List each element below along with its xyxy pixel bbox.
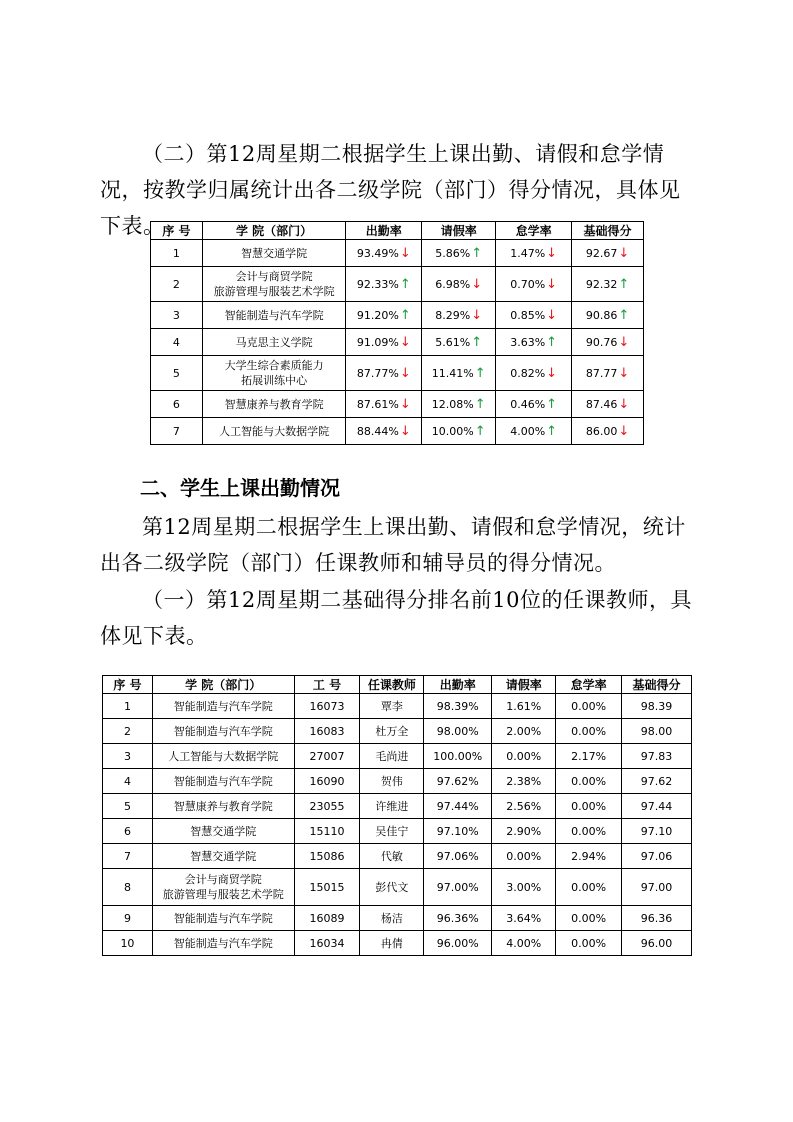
truancy-rate: 0.00%: [556, 769, 622, 794]
leave-rate-value: 10.00%: [431, 424, 474, 438]
attendance-rate-value: 92.33%: [356, 277, 399, 291]
leave-rate-value: 5.86%: [435, 246, 471, 260]
base-score: 97.44: [622, 794, 692, 819]
base-score: 96.36: [622, 906, 692, 931]
college-name-line: 智能制造与汽车学院: [173, 724, 273, 738]
rank-cell: 1: [151, 240, 203, 267]
rank-cell: 7: [103, 844, 153, 869]
base-score-value: 92.67: [585, 246, 618, 260]
rank-cell: 5: [151, 356, 203, 391]
attendance-rate-value: 91.09%: [356, 335, 399, 349]
teacher-name-cell: 杨洁: [360, 906, 424, 931]
attendance-rate-value: 93.49%: [356, 246, 399, 260]
teacher-intro-paragraph: （一）第12周星期二基础得分排名前10位的任课教师，具体见下表。: [100, 588, 692, 648]
truancy-rate: 0.00%: [556, 719, 622, 744]
attendance-rate-value: 87.77%: [356, 366, 399, 380]
leave-rate-value: 8.29%: [435, 308, 471, 322]
college-cell: [152, 906, 294, 931]
section-heading: 二、学生上课出勤情况: [140, 476, 340, 500]
intro-paragraph: （二）第12周星期二根据学生上课出勤、请假和怠学情况，按教学归属统计出各二级学院（部门）得分情况，具体见下表。: [100, 142, 681, 238]
truancy-rate-value: 4.00%: [510, 424, 546, 438]
college-name-line: 会计与商贸学院: [235, 270, 313, 283]
attendance-rate: [346, 267, 422, 302]
college-cell: [202, 418, 346, 445]
table-row: [103, 931, 692, 956]
truancy-rate: [496, 418, 572, 445]
rank-cell: 1: [103, 694, 153, 719]
leave-rate: 2.90%: [492, 819, 556, 844]
table-row: [151, 240, 644, 267]
leave-rate-value: 12.08%: [431, 397, 474, 411]
attendance-rate: [346, 356, 422, 391]
base-score: 97.06: [622, 844, 692, 869]
column-header: 学 院（部门）: [152, 676, 294, 694]
table-row: [151, 329, 644, 356]
table-row: [103, 719, 692, 744]
teacher-name-cell: 代敏: [360, 844, 424, 869]
base-score-value: 92.32: [585, 277, 618, 291]
table-row: [103, 744, 692, 769]
leave-rate: 4.00%: [492, 931, 556, 956]
teacher-name-cell: 贺伟: [360, 769, 424, 794]
leave-rate: [422, 240, 496, 267]
rank-cell: 3: [151, 302, 203, 329]
college-name-line: 旅游管理与服装艺术学院: [162, 888, 284, 901]
truancy-rate: [496, 240, 572, 267]
leave-rate: 2.56%: [492, 794, 556, 819]
attendance-rate: 97.44%: [424, 794, 492, 819]
college-cell: [152, 794, 294, 819]
arrow-up-icon: ↑: [471, 245, 483, 261]
arrow-up-icon: ↑: [474, 396, 486, 412]
truancy-rate: 0.00%: [556, 819, 622, 844]
college-name-line: 智慧交通学院: [190, 849, 257, 863]
leave-rate: [422, 356, 496, 391]
table-row: [103, 769, 692, 794]
base-score: 97.83: [622, 744, 692, 769]
college-name-line: 智能制造与汽车学院: [173, 774, 273, 788]
truancy-rate-value: 0.82%: [510, 366, 546, 380]
staff-id-cell: 16073: [294, 694, 360, 719]
arrow-up-icon: ↑: [618, 307, 630, 323]
arrow-up-icon: ↑: [399, 307, 411, 323]
arrow-up-icon: ↑: [546, 423, 558, 439]
base-score: [572, 418, 644, 445]
college-cell: [152, 931, 294, 956]
staff-id-cell: 23055: [294, 794, 360, 819]
base-score-value: 86.00: [585, 424, 618, 438]
college-name-line: 智能制造与汽车学院: [173, 699, 273, 713]
attendance-rate: [346, 391, 422, 418]
base-score: 98.00: [622, 719, 692, 744]
column-header: 工 号: [294, 676, 360, 694]
college-name-line: 人工智能与大数据学院: [168, 749, 279, 763]
rank-cell: 2: [103, 719, 153, 744]
teacher-name-cell: 毛尚进: [360, 744, 424, 769]
college-name-line: 人工智能与大数据学院: [219, 424, 330, 438]
attendance-rate: [346, 418, 422, 445]
leave-rate: [422, 302, 496, 329]
teacher-name-cell: 许维进: [360, 794, 424, 819]
teacher-name-cell: 杜万全: [360, 719, 424, 744]
truancy-rate: 2.94%: [556, 844, 622, 869]
attendance-rate: 97.10%: [424, 819, 492, 844]
attendance-rate: 98.00%: [424, 719, 492, 744]
teacher-ranking-table: [102, 675, 692, 956]
table-row: [103, 906, 692, 931]
rank-cell: 3: [103, 744, 153, 769]
arrow-down-icon: ↓: [618, 245, 630, 261]
rank-cell: 2: [151, 267, 203, 302]
truancy-rate: 0.00%: [556, 869, 622, 906]
column-header: 出勤率: [346, 222, 422, 240]
staff-id-cell: 15015: [294, 869, 360, 906]
attendance-rate: 100.00%: [424, 744, 492, 769]
college-cell: [152, 694, 294, 719]
table-row: [151, 302, 644, 329]
truancy-rate: [496, 329, 572, 356]
base-score: [572, 240, 644, 267]
table-row: [103, 869, 692, 906]
college-cell: [152, 819, 294, 844]
attendance-rate: 96.36%: [424, 906, 492, 931]
staff-id-cell: 15086: [294, 844, 360, 869]
college-cell: [152, 719, 294, 744]
arrow-up-icon: ↑: [474, 423, 486, 439]
column-header: 请假率: [422, 222, 496, 240]
truancy-rate: [496, 302, 572, 329]
truancy-rate: [496, 391, 572, 418]
base-score: [572, 356, 644, 391]
truancy-rate: [496, 267, 572, 302]
college-score-table: [150, 221, 644, 445]
truancy-rate-value: 1.47%: [510, 246, 546, 260]
college-name-line: 智能制造与汽车学院: [224, 308, 324, 322]
college-name-line: 马克思主义学院: [235, 335, 313, 349]
staff-id-cell: 15110: [294, 819, 360, 844]
leave-rate: 0.00%: [492, 844, 556, 869]
leave-rate: [422, 329, 496, 356]
arrow-up-icon: ↑: [546, 396, 558, 412]
table-header-row: [103, 676, 692, 694]
column-header: 基础得分: [572, 222, 644, 240]
arrow-down-icon: ↓: [546, 365, 558, 381]
staff-id-cell: 27007: [294, 744, 360, 769]
leave-rate: 1.61%: [492, 694, 556, 719]
attendance-rate: [346, 240, 422, 267]
table-row: [103, 694, 692, 719]
arrow-down-icon: ↓: [399, 334, 411, 350]
college-cell: [202, 240, 346, 267]
truancy-rate: 2.17%: [556, 744, 622, 769]
truancy-rate: 0.00%: [556, 794, 622, 819]
leave-rate-value: 5.61%: [435, 335, 471, 349]
truancy-rate-value: 0.46%: [510, 397, 546, 411]
rank-cell: 4: [103, 769, 153, 794]
rank-cell: 8: [103, 869, 153, 906]
rank-cell: 7: [151, 418, 203, 445]
arrow-down-icon: ↓: [618, 334, 630, 350]
leave-rate-value: 11.41%: [431, 366, 474, 380]
college-cell: [152, 744, 294, 769]
arrow-up-icon: ↑: [474, 365, 486, 381]
base-score-value: 90.86: [585, 308, 618, 322]
rank-cell: 10: [103, 931, 153, 956]
leave-rate: 2.00%: [492, 719, 556, 744]
table-row: [151, 418, 644, 445]
college-name-line: 大学生综合素质能力: [224, 359, 324, 372]
arrow-down-icon: ↓: [618, 365, 630, 381]
arrow-up-icon: ↑: [399, 276, 411, 292]
leave-rate: [422, 418, 496, 445]
college-cell: [202, 302, 346, 329]
truancy-rate: 0.00%: [556, 906, 622, 931]
college-name-line: 智慧康养与教育学院: [224, 397, 324, 411]
table-row: [151, 356, 644, 391]
base-score-value: 87.77: [585, 366, 618, 380]
rank-cell: 6: [151, 391, 203, 418]
college-cell: [202, 391, 346, 418]
column-header: 学 院（部门）: [202, 222, 346, 240]
base-score: [572, 267, 644, 302]
table-row: [151, 267, 644, 302]
college-cell: [202, 267, 346, 302]
table-row: [151, 391, 644, 418]
table-header-row: [151, 222, 644, 240]
rank-cell: 4: [151, 329, 203, 356]
college-name-line: 拓展训练中心: [241, 374, 308, 387]
truancy-rate: [496, 356, 572, 391]
base-score-value: 90.76: [585, 335, 618, 349]
base-score: [572, 391, 644, 418]
staff-id-cell: 16089: [294, 906, 360, 931]
staff-id-cell: 16083: [294, 719, 360, 744]
college-name-line: 智慧康养与教育学院: [173, 799, 273, 813]
college-name-line: 会计与商贸学院: [184, 873, 262, 886]
table-row: [103, 794, 692, 819]
leave-rate-value: 6.98%: [435, 277, 471, 291]
leave-rate: [422, 391, 496, 418]
staff-id-cell: 16090: [294, 769, 360, 794]
base-score: 97.00: [622, 869, 692, 906]
college-cell: [152, 844, 294, 869]
column-header: 序 号: [151, 222, 203, 240]
truancy-rate: 0.00%: [556, 694, 622, 719]
leave-rate: [422, 267, 496, 302]
column-header: 怠学率: [496, 222, 572, 240]
truancy-rate: 0.00%: [556, 931, 622, 956]
column-header: 怠学率: [556, 676, 622, 694]
rank-cell: 6: [103, 819, 153, 844]
teacher-name-cell: 吴佳宁: [360, 819, 424, 844]
column-header: 出勤率: [424, 676, 492, 694]
column-header: 基础得分: [622, 676, 692, 694]
base-score: 96.00: [622, 931, 692, 956]
staff-id-cell: 16034: [294, 931, 360, 956]
leave-rate: 0.00%: [492, 744, 556, 769]
arrow-up-icon: ↑: [471, 334, 483, 350]
teacher-name-cell: 冉倩: [360, 931, 424, 956]
column-header: 序 号: [103, 676, 153, 694]
leave-rate: 2.38%: [492, 769, 556, 794]
arrow-down-icon: ↓: [546, 307, 558, 323]
attendance-rate: 97.00%: [424, 869, 492, 906]
college-name-line: 智能制造与汽车学院: [173, 936, 273, 950]
table-row: [103, 844, 692, 869]
attendance-rate: 98.39%: [424, 694, 492, 719]
rank-cell: 9: [103, 906, 153, 931]
college-name-line: 智慧交通学院: [241, 246, 308, 260]
college-cell: [202, 356, 346, 391]
arrow-down-icon: ↓: [399, 365, 411, 381]
arrow-down-icon: ↓: [399, 423, 411, 439]
arrow-down-icon: ↓: [618, 396, 630, 412]
arrow-down-icon: ↓: [471, 307, 483, 323]
arrow-down-icon: ↓: [471, 276, 483, 292]
rank-cell: 5: [103, 794, 153, 819]
truancy-rate-value: 3.63%: [510, 335, 546, 349]
college-name-line: 智慧交通学院: [190, 824, 257, 838]
attendance-rate: 97.06%: [424, 844, 492, 869]
column-header: 请假率: [492, 676, 556, 694]
base-score-value: 87.46: [585, 397, 618, 411]
column-header: 任课教师: [360, 676, 424, 694]
leave-rate: 3.00%: [492, 869, 556, 906]
truancy-rate-value: 0.85%: [510, 308, 546, 322]
teacher-name-cell: 彭代文: [360, 869, 424, 906]
arrow-down-icon: ↓: [399, 396, 411, 412]
leave-rate: 3.64%: [492, 906, 556, 931]
table-row: [103, 819, 692, 844]
attendance-rate-value: 87.61%: [356, 397, 399, 411]
section-paragraph: 第12周星期二根据学生上课出勤、请假和怠学情况，统计出各二级学院（部门）任课教师和辅导员的得分情况。: [100, 515, 686, 575]
base-score: 98.39: [622, 694, 692, 719]
base-score: [572, 302, 644, 329]
truancy-rate-value: 0.70%: [510, 277, 546, 291]
attendance-rate: 97.62%: [424, 769, 492, 794]
arrow-down-icon: ↓: [618, 423, 630, 439]
base-score: 97.62: [622, 769, 692, 794]
attendance-rate: [346, 302, 422, 329]
teacher-name-cell: 覃李: [360, 694, 424, 719]
college-name-line: 旅游管理与服装艺术学院: [213, 285, 335, 298]
arrow-down-icon: ↓: [546, 276, 558, 292]
college-cell: [202, 329, 346, 356]
arrow-up-icon: ↑: [618, 276, 630, 292]
college-cell: [152, 769, 294, 794]
arrow-down-icon: ↓: [546, 245, 558, 261]
attendance-rate-value: 91.20%: [356, 308, 399, 322]
attendance-rate: 96.00%: [424, 931, 492, 956]
college-name-line: 智能制造与汽车学院: [173, 911, 273, 925]
attendance-rate: [346, 329, 422, 356]
attendance-rate-value: 88.44%: [356, 424, 399, 438]
base-score: 97.10: [622, 819, 692, 844]
base-score: [572, 329, 644, 356]
college-cell: [152, 869, 294, 906]
arrow-up-icon: ↑: [546, 334, 558, 350]
arrow-down-icon: ↓: [399, 245, 411, 261]
